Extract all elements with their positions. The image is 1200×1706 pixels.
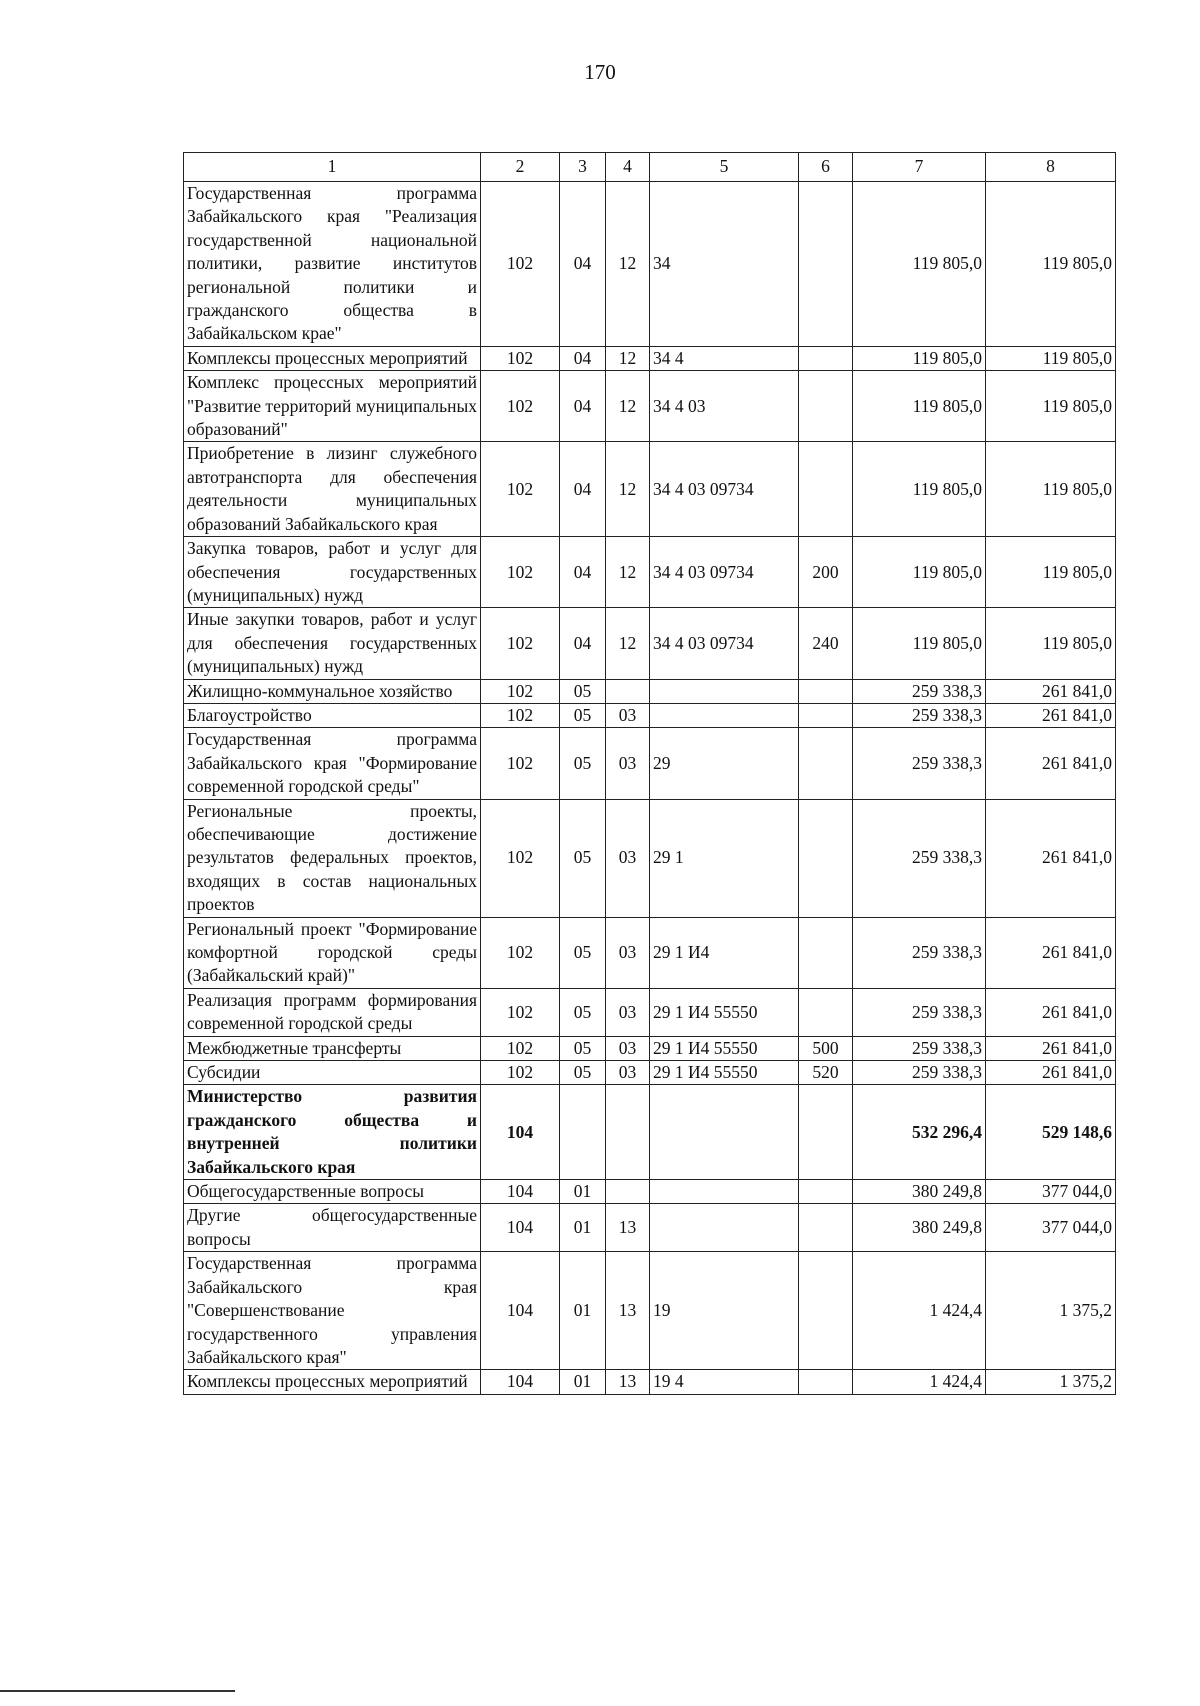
cell-amount-year-1: 380 249,8 [853,1204,986,1252]
table-row [184,917,1116,988]
cell-expense-type [799,703,853,727]
page-number: 170 [584,60,616,84]
cell-subsection: 12 [606,182,650,347]
table-row [184,537,1116,608]
table-row [184,1370,1116,1394]
cell-target-article: 34 4 [650,346,799,370]
column-header-2: 2 [481,153,560,182]
cell-amount-year-1: 119 805,0 [853,608,986,679]
cell-name: Государственная программа Забайкальского края "Формирование современной городской среды" [184,728,481,799]
table-row [184,346,1116,370]
cell-amount-year-1: 1 424,4 [853,1370,986,1394]
cell-subsection: 03 [606,728,650,799]
cell-name: Общегосударственные вопросы [184,1180,481,1204]
cell-expense-type [799,1252,853,1370]
table-row [184,1036,1116,1060]
cell-expense-type [799,917,853,988]
cell-target-article: 34 4 03 09734 [650,442,799,537]
cell-amount-year-1: 1 424,4 [853,1252,986,1370]
cell-subsection: 03 [606,799,650,917]
cell-subsection: 03 [606,703,650,727]
cell-admin-code: 102 [481,917,560,988]
cell-subsection: 12 [606,537,650,608]
cell-expense-type [799,1085,853,1180]
cell-admin-code: 102 [481,608,560,679]
budget-table [183,152,1116,1395]
cell-amount-year-2: 119 805,0 [986,182,1116,347]
cell-amount-year-2: 377 044,0 [986,1180,1116,1204]
cell-section: 04 [560,442,606,537]
cell-subsection [606,1085,650,1180]
cell-expense-type [799,988,853,1036]
cell-admin-code: 102 [481,728,560,799]
table-row [184,1085,1116,1180]
cell-section: 04 [560,537,606,608]
cell-section: 04 [560,346,606,370]
column-header-8: 8 [986,153,1116,182]
cell-expense-type [799,728,853,799]
cell-target-article: 34 4 03 09734 [650,537,799,608]
cell-amount-year-1: 532 296,4 [853,1085,986,1180]
cell-admin-code: 104 [481,1204,560,1252]
cell-admin-code: 102 [481,703,560,727]
cell-section: 05 [560,728,606,799]
cell-admin-code: 102 [481,182,560,347]
cell-section [560,1085,606,1180]
table-row [184,703,1116,727]
cell-amount-year-2: 261 841,0 [986,799,1116,917]
table-row [184,371,1116,442]
cell-section: 04 [560,608,606,679]
cell-target-article: 29 1 И4 55550 [650,988,799,1036]
cell-target-article: 29 [650,728,799,799]
cell-section: 04 [560,371,606,442]
cell-section: 01 [560,1370,606,1394]
cell-target-article: 34 4 03 09734 [650,608,799,679]
cell-section: 01 [560,1252,606,1370]
cell-name: Государственная программа Забайкальского края "Совершенствование государственного управления Забайкальского края" [184,1252,481,1370]
cell-expense-type [799,182,853,347]
cell-amount-year-1: 259 338,3 [853,679,986,703]
cell-target-article: 19 [650,1252,799,1370]
cell-expense-type: 500 [799,1036,853,1060]
cell-subsection: 13 [606,1370,650,1394]
cell-amount-year-1: 259 338,3 [853,917,986,988]
cell-expense-type [799,1370,853,1394]
cell-amount-year-2: 119 805,0 [986,442,1116,537]
column-header-5: 5 [650,153,799,182]
cell-target-article: 29 1 [650,799,799,917]
cell-admin-code: 104 [481,1180,560,1204]
table-row [184,1180,1116,1204]
cell-name: Комплексы процессных мероприятий [184,346,481,370]
cell-expense-type [799,799,853,917]
cell-amount-year-2: 261 841,0 [986,1036,1116,1060]
cell-amount-year-2: 119 805,0 [986,537,1116,608]
cell-subsection: 03 [606,988,650,1036]
cell-expense-type [799,346,853,370]
cell-name: Министерство развития гражданского общества и внутренней политики Забайкальского края [184,1085,481,1180]
cell-amount-year-2: 261 841,0 [986,728,1116,799]
cell-amount-year-2: 119 805,0 [986,346,1116,370]
cell-section: 05 [560,1036,606,1060]
cell-amount-year-2: 261 841,0 [986,988,1116,1036]
cell-name: Комплексы процессных мероприятий [184,1370,481,1394]
table-row [184,1204,1116,1252]
cell-name: Закупка товаров, работ и услуг для обеспечения государственных (муниципальных) нужд [184,537,481,608]
cell-amount-year-2: 261 841,0 [986,1061,1116,1085]
cell-admin-code: 104 [481,1252,560,1370]
cell-amount-year-2: 377 044,0 [986,1204,1116,1252]
cell-target-article [650,1180,799,1204]
column-header-4: 4 [606,153,650,182]
column-header-1: 1 [184,153,481,182]
cell-section: 05 [560,1061,606,1085]
table-body [184,182,1116,1395]
cell-name: Субсидии [184,1061,481,1085]
cell-subsection: 03 [606,917,650,988]
cell-amount-year-2: 1 375,2 [986,1252,1116,1370]
cell-name: Комплекс процессных мероприятий "Развитие территорий муниципальных образований" [184,371,481,442]
cell-target-article: 34 [650,182,799,347]
cell-amount-year-1: 119 805,0 [853,442,986,537]
cell-name: Межбюджетные трансферты [184,1036,481,1060]
cell-admin-code: 102 [481,442,560,537]
cell-expense-type [799,1180,853,1204]
cell-name: Государственная программа Забайкальского края "Реализация государственной национальной политики, развитие институтов региональной политики и гражданского общества в Забайкальском крае" [184,182,481,347]
table-row [184,1252,1116,1370]
cell-name: Иные закупки товаров, работ и услуг для обеспечения государственных (муниципальных) нужд [184,608,481,679]
cell-target-article: 34 4 03 [650,371,799,442]
cell-amount-year-1: 119 805,0 [853,537,986,608]
cell-amount-year-1: 259 338,3 [853,799,986,917]
footer-rule [0,1690,235,1692]
cell-amount-year-1: 259 338,3 [853,1036,986,1060]
cell-section: 05 [560,679,606,703]
cell-subsection: 13 [606,1204,650,1252]
table-row [184,679,1116,703]
table-row [184,182,1116,347]
cell-expense-type [799,1204,853,1252]
cell-target-article: 29 1 И4 [650,917,799,988]
table-row [184,1061,1116,1085]
cell-subsection: 03 [606,1036,650,1060]
cell-name: Реализация программ формирования современной городской среды [184,988,481,1036]
cell-target-article: 19 4 [650,1370,799,1394]
cell-subsection: 12 [606,371,650,442]
cell-amount-year-2: 119 805,0 [986,371,1116,442]
table-row [184,988,1116,1036]
cell-admin-code: 102 [481,799,560,917]
cell-target-article [650,1085,799,1180]
table-row [184,728,1116,799]
cell-subsection: 12 [606,608,650,679]
cell-amount-year-2: 119 805,0 [986,608,1116,679]
column-header-7: 7 [853,153,986,182]
cell-section: 05 [560,799,606,917]
cell-expense-type: 200 [799,537,853,608]
cell-amount-year-1: 259 338,3 [853,703,986,727]
cell-subsection: 03 [606,1061,650,1085]
cell-admin-code: 104 [481,1370,560,1394]
cell-expense-type: 240 [799,608,853,679]
cell-section: 05 [560,703,606,727]
cell-admin-code: 102 [481,679,560,703]
cell-target-article: 29 1 И4 55550 [650,1061,799,1085]
cell-subsection: 12 [606,442,650,537]
column-header-6: 6 [799,153,853,182]
cell-admin-code: 102 [481,1036,560,1060]
cell-amount-year-2: 261 841,0 [986,917,1116,988]
table-row [184,799,1116,917]
cell-amount-year-1: 259 338,3 [853,728,986,799]
cell-amount-year-1: 259 338,3 [853,1061,986,1085]
cell-amount-year-2: 1 375,2 [986,1370,1116,1394]
table-row [184,442,1116,537]
cell-expense-type [799,371,853,442]
cell-amount-year-1: 259 338,3 [853,988,986,1036]
cell-section: 05 [560,988,606,1036]
cell-section: 05 [560,917,606,988]
cell-amount-year-2: 529 148,6 [986,1085,1116,1180]
cell-name: Региональные проекты, обеспечивающие достижение результатов федеральных проектов, входящих в состав национальных проектов [184,799,481,917]
cell-name: Благоустройство [184,703,481,727]
cell-amount-year-1: 119 805,0 [853,346,986,370]
cell-expense-type: 520 [799,1061,853,1085]
cell-name: Другие общегосударственные вопросы [184,1204,481,1252]
cell-admin-code: 102 [481,537,560,608]
cell-amount-year-1: 380 249,8 [853,1180,986,1204]
cell-amount-year-1: 119 805,0 [853,182,986,347]
cell-name: Региональный проект "Формирование комфортной городской среды (Забайкальский край)" [184,917,481,988]
cell-section: 04 [560,182,606,347]
cell-subsection [606,1180,650,1204]
cell-subsection [606,679,650,703]
cell-target-article [650,703,799,727]
cell-expense-type [799,679,853,703]
cell-section: 01 [560,1204,606,1252]
cell-target-article: 29 1 И4 55550 [650,1036,799,1060]
cell-amount-year-1: 119 805,0 [853,371,986,442]
cell-subsection: 12 [606,346,650,370]
cell-section: 01 [560,1180,606,1204]
cell-admin-code: 102 [481,988,560,1036]
cell-admin-code: 102 [481,1061,560,1085]
table-row [184,608,1116,679]
cell-subsection: 13 [606,1252,650,1370]
cell-amount-year-2: 261 841,0 [986,679,1116,703]
cell-name: Приобретение в лизинг служебного автотранспорта для обеспечения деятельности муниципальных образований Забайкальского края [184,442,481,537]
cell-expense-type [799,442,853,537]
table-header-row [184,153,1116,182]
cell-admin-code: 102 [481,371,560,442]
cell-admin-code: 104 [481,1085,560,1180]
cell-target-article [650,679,799,703]
cell-admin-code: 102 [481,346,560,370]
cell-amount-year-2: 261 841,0 [986,703,1116,727]
cell-target-article [650,1204,799,1252]
column-header-3: 3 [560,153,606,182]
cell-name: Жилищно-коммунальное хозяйство [184,679,481,703]
